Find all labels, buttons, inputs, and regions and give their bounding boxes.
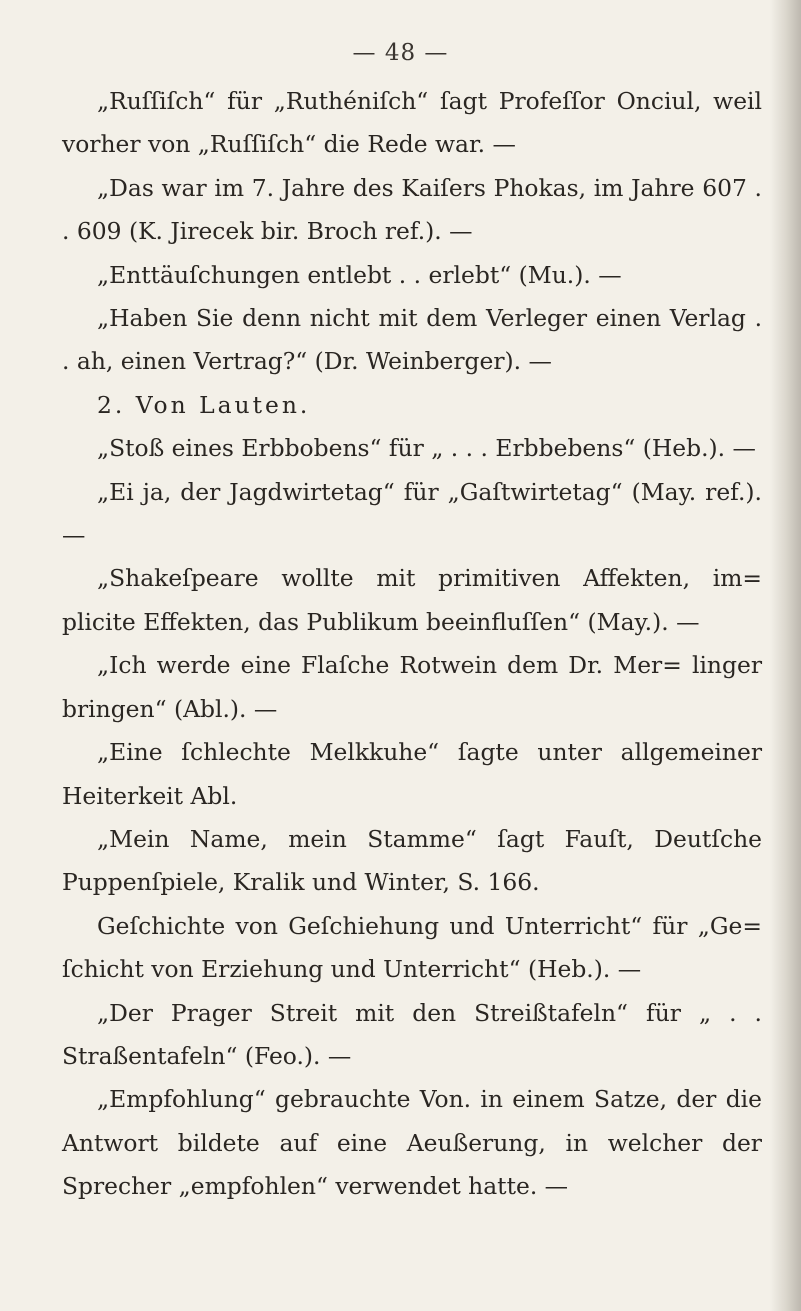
- paragraph-prager-streit: „Der Prager Streit mit den Streißtafeln“ für „ . . Straßentafeln“ (Feo.). —: [62, 998, 762, 1070]
- paragraph-melkkuhe: „Eine ſchlechte Melkkuhe“ ſagte unter allgemeiner Heiterkeit Abl.: [62, 738, 762, 810]
- paragraph-ruthenisch: „Ruſſiſch“ für „Ruthéniſch“ ſagt Profeſſor Onciul, weil vorher von „Ruſſiſch“ die Rede war. —: [62, 87, 762, 159]
- page-number: — 48 —: [352, 40, 449, 66]
- paragraph-verleger: „Haben Sie denn nicht mit dem Verleger einen Verlag . . ah, einen Vertrag?“ (Dr. Weinberger). —: [62, 304, 762, 376]
- section-heading-von-lauten: 2. Von Lauten.: [97, 390, 311, 419]
- paragraph-jagdwirtetag: „Ei ja, der Jagdwirtetag“ für „Gaſtwirtetag“ (May. ref.). —: [62, 477, 762, 550]
- paragraph-enttaeuschungen: „Enttäuſchungen entlebt . . erlebt“ (Mu.). —: [97, 260, 622, 289]
- paragraph-faust: „Mein Name, mein Stamme“ ſagt Fauſt, Deutſche Puppenſpiele, Kralik und Winter, S. 166.: [62, 824, 762, 897]
- body-text: [62, 80, 762, 1209]
- paragraph-erdbeben: „Stoß eines Erbbobens“ für „ . . . Erbbebens“ (Heb.). —: [97, 434, 756, 463]
- paragraph-phokas: „Das war im 7. Jahre des Kaiſers Phokas, im Jahre 607 . . 609 (K. Jirecek bir. Broch ref.). —: [62, 173, 762, 246]
- paragraph-rotwein: „Ich werde eine Flaſche Rotwein dem Dr. Mer= linger bringen“ (Abl.). —: [62, 651, 762, 723]
- paragraph-empfohlung: „Empfohlung“ gebrauchte Von. in einem Satze, der die Antwort bildete auf eine Aeußerung, in welcher der Sprecher „empfohlen“ verwendet hatte. —: [62, 1085, 762, 1201]
- paragraph-geschichte: Geſchichte von Geſchiehung und Unterricht“ für „Ge= ſchicht von Erziehung und Unterricht“ (Heb.). —: [62, 911, 762, 984]
- paragraph-shakespeare: „Shakeſpeare wollte mit primitiven Affekten, im= plicite Effekten, das Publikum beeinfluſſen“ (May.). —: [62, 564, 762, 636]
